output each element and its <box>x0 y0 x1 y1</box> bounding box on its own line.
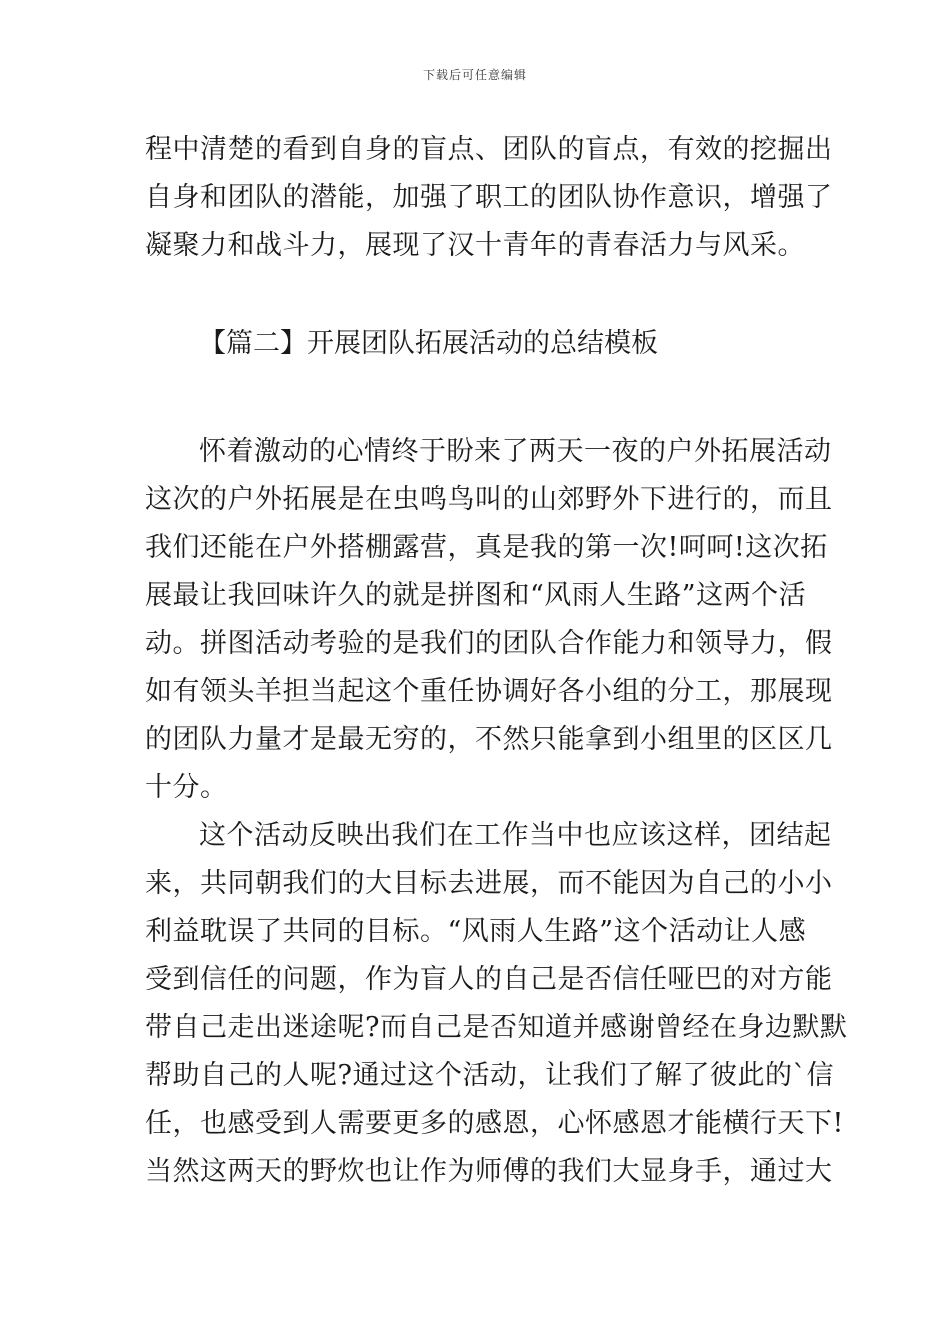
text-line: 十分。 <box>145 772 228 803</box>
section-title: 【篇二】开展团队拓展活动的总结模板 <box>199 328 658 359</box>
text-line: 怀着激动的心情终于盼来了两天一夜的户外拓展活动 <box>199 436 832 467</box>
paragraph-1 <box>145 428 833 812</box>
text-line: 程中清楚的看到自身的盲点、团队的盲点，有效的挖掘出 <box>145 134 833 165</box>
text-line: 自身和团队的潜能，加强了职工的团队协作意识，增强了 <box>145 182 833 213</box>
text-line: 受到信任的问题，作为盲人的自己是否信任哑巴的对方能 <box>145 964 833 995</box>
document-body <box>145 126 848 1196</box>
text-line: 帮助自己的人呢?通过这个活动，让我们了解了彼此的`信 <box>145 1060 834 1091</box>
paragraph-intro <box>145 126 833 270</box>
text-line: 动。拼图活动考验的是我们的团队合作能力和领导力，假 <box>145 628 833 659</box>
text-line: 我们还能在户外搭棚露营，真是我的第一次!呵呵!这次拓 <box>145 532 828 563</box>
text-line: 这个活动反映出我们在工作当中也应该这样，团结起 <box>199 820 832 851</box>
text-line: 展最让我回味许久的就是拼图和“风雨人生路”这两个活 <box>145 580 807 611</box>
text-line: 任，也感受到人需要更多的感恩，心怀感恩才能横行天下! <box>145 1108 844 1139</box>
text-line: 的团队力量才是最无穷的，不然只能拿到小组里的区区几 <box>145 724 833 755</box>
page-header: 下载后可任意编辑 <box>422 68 527 82</box>
text-line: 如有领头羊担当起这个重任协调好各小组的分工，那展现 <box>145 676 833 707</box>
text-line: 凝聚力和战斗力，展现了汉十青年的青春活力与风采。 <box>145 230 805 261</box>
text-line: 这次的户外拓展是在虫鸣鸟叫的山郊野外下进行的，而且 <box>145 484 833 515</box>
text-line: 当然这两天的野炊也让作为师傅的我们大显身手，通过大 <box>145 1156 833 1187</box>
text-line: 利益耽误了共同的目标。“风雨人生路”这个活动让人感 <box>145 916 807 947</box>
text-line: 带自己走出迷途呢?而自己是否知道并感谢曾经在身边默默 <box>145 1012 848 1043</box>
paragraph-2 <box>145 812 848 1196</box>
text-line: 来，共同朝我们的大目标去进展，而不能因为自己的小小 <box>145 868 833 899</box>
